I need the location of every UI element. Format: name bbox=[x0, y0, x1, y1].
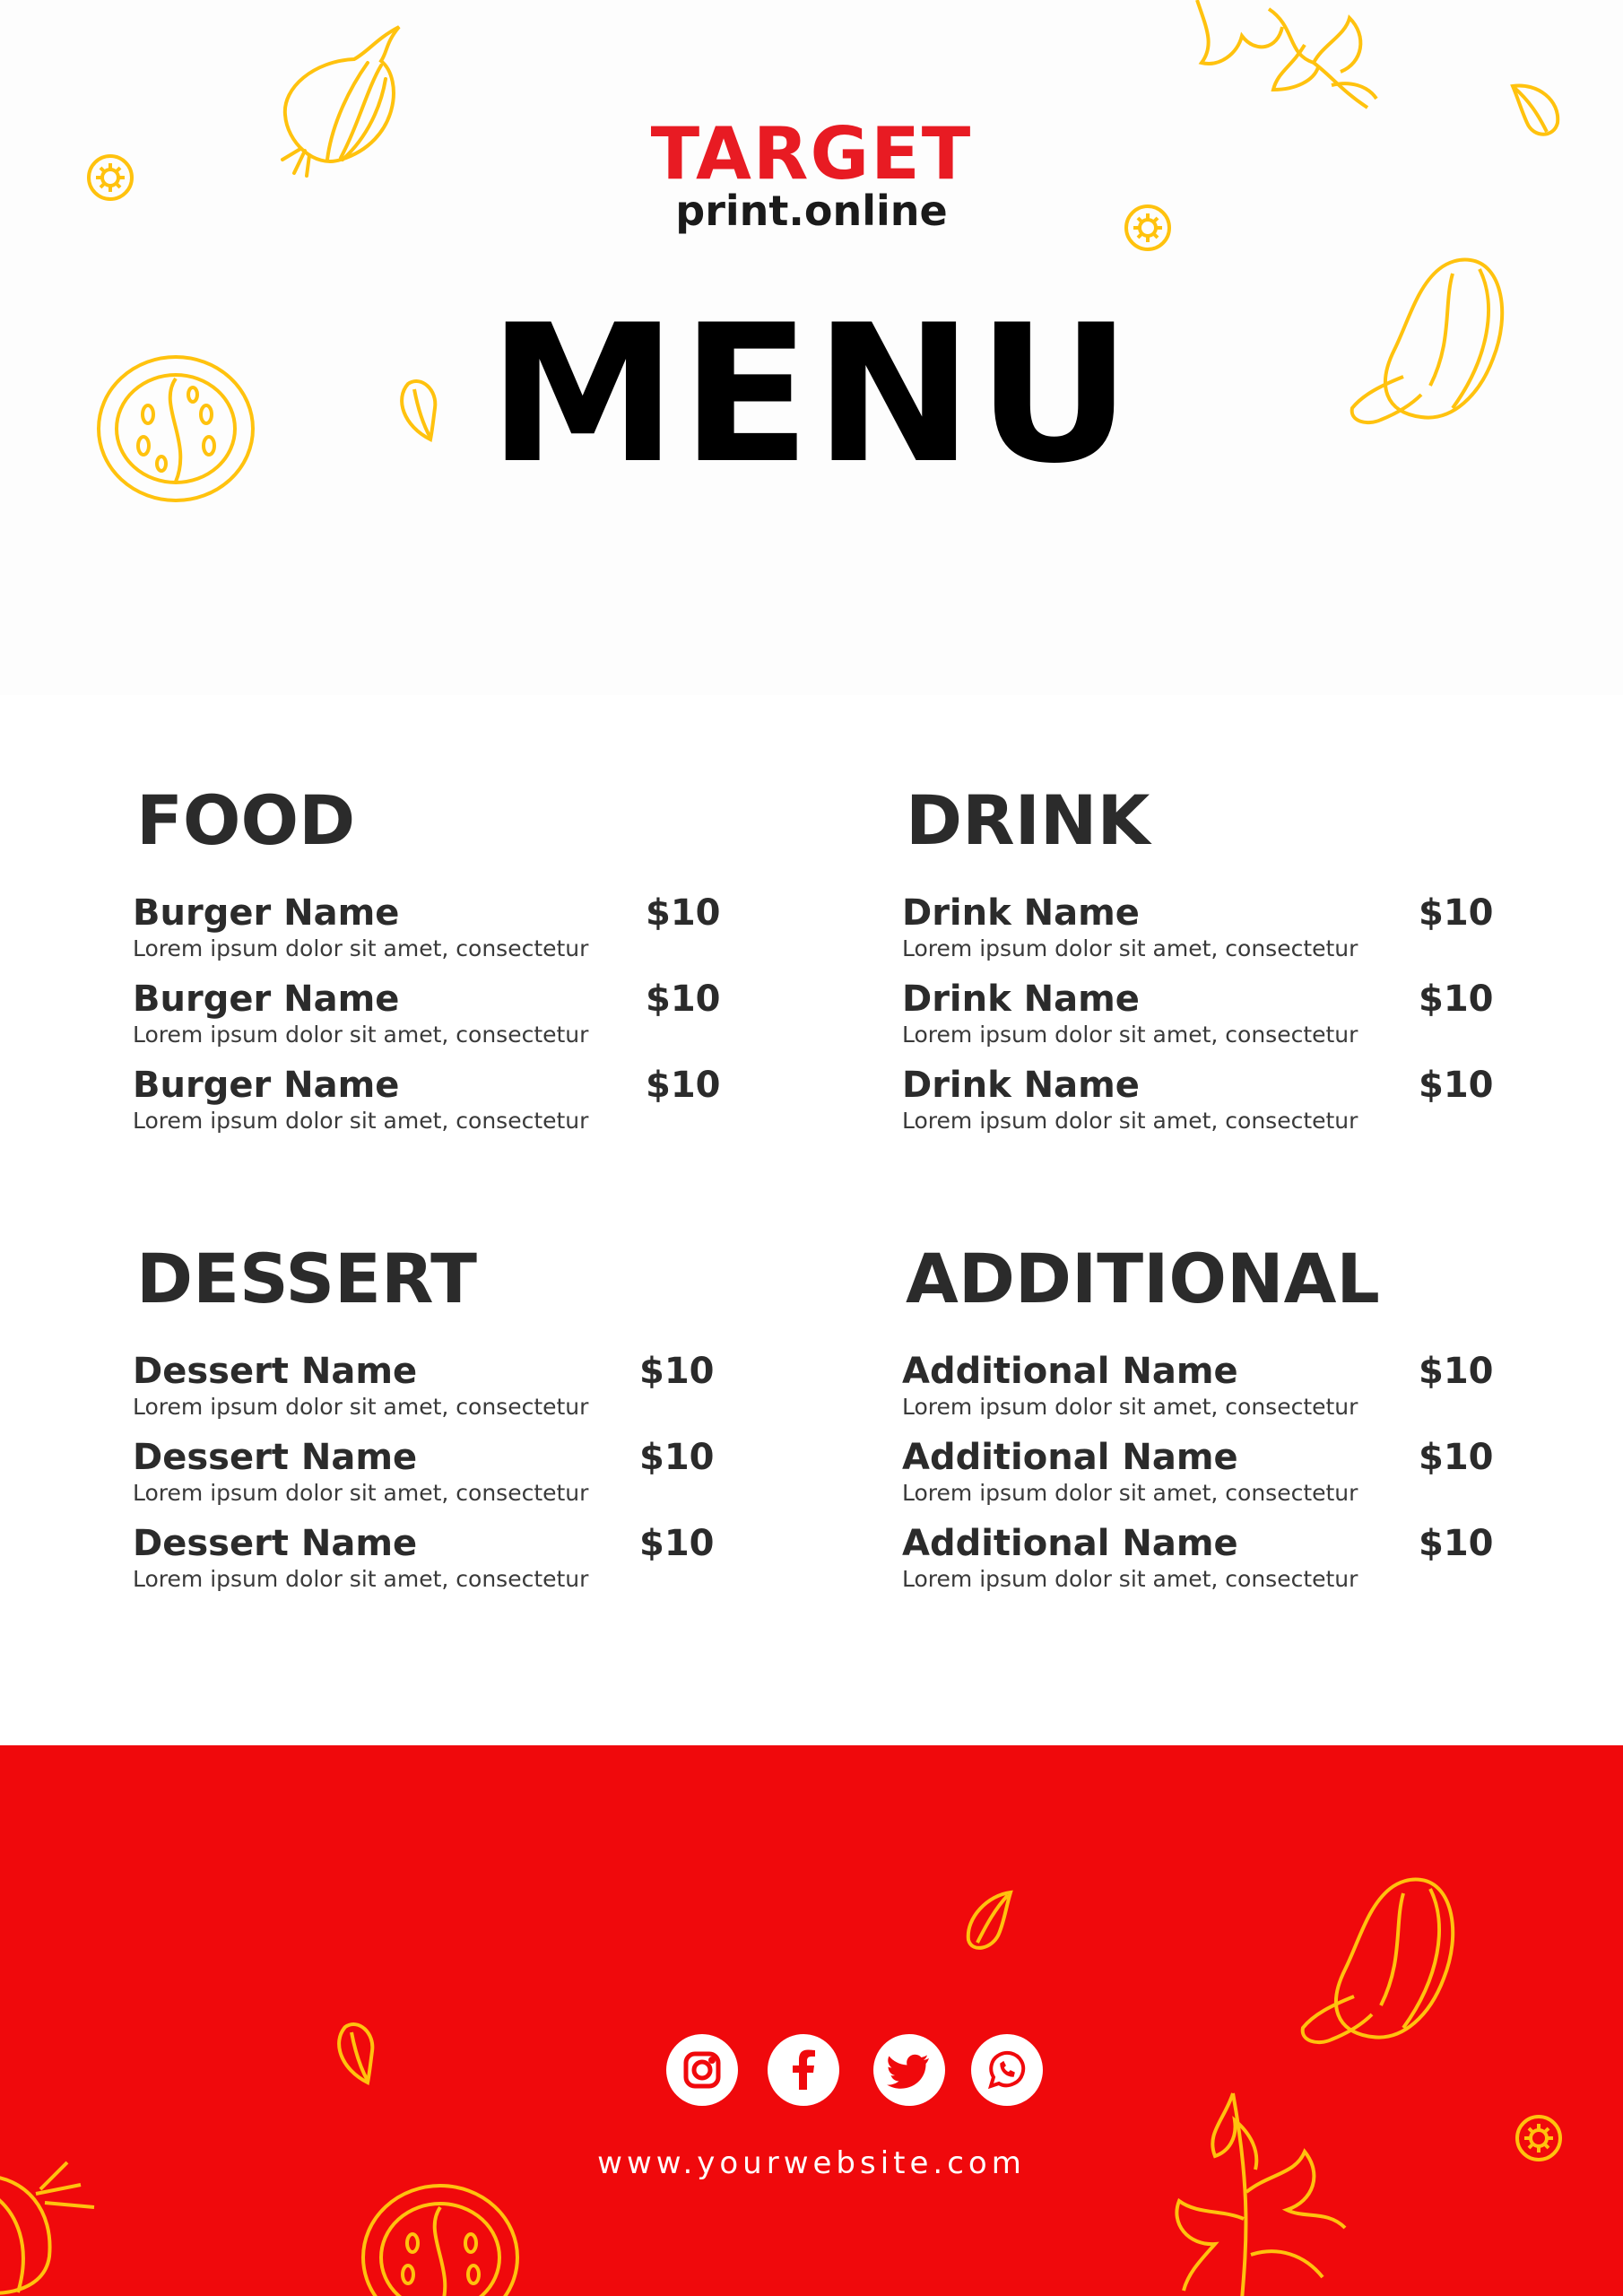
lemon-slice-doodle-icon bbox=[85, 152, 135, 203]
item-name: Burger Name bbox=[133, 892, 400, 934]
menu-item bbox=[133, 891, 721, 977]
item-price: $10 bbox=[646, 892, 721, 934]
item-name: Drink Name bbox=[902, 978, 1140, 1020]
item-price: $10 bbox=[1419, 1437, 1494, 1478]
item-name: Drink Name bbox=[902, 1065, 1140, 1106]
page-title: MENU bbox=[488, 283, 1135, 505]
item-name: Additional Name bbox=[902, 1351, 1238, 1392]
item-description: Lorem ipsum dolor sit amet, consectetur bbox=[902, 1394, 1358, 1420]
menu-item bbox=[902, 1435, 1494, 1521]
menu-section-dessert bbox=[133, 1241, 716, 1607]
section-heading: FOOD bbox=[136, 780, 356, 860]
onion-doodle-icon bbox=[278, 25, 412, 178]
footer-band bbox=[0, 1745, 1623, 2296]
item-price: $10 bbox=[639, 1523, 715, 1564]
item-description: Lorem ipsum dolor sit amet, consectetur bbox=[902, 1022, 1358, 1048]
item-price: $10 bbox=[639, 1437, 715, 1478]
brand-logo bbox=[628, 112, 995, 242]
menu-item bbox=[902, 1349, 1494, 1435]
menu-item bbox=[133, 977, 721, 1063]
twitter-icon bbox=[873, 2034, 945, 2106]
facebook-icon bbox=[768, 2034, 839, 2106]
item-description: Lorem ipsum dolor sit amet, consectetur bbox=[902, 935, 1358, 961]
item-price: $10 bbox=[646, 978, 721, 1020]
menu-item bbox=[133, 1435, 716, 1521]
whatsapp-button[interactable] bbox=[971, 2034, 1043, 2106]
seed-doodle-icon bbox=[1511, 83, 1561, 138]
item-description: Lorem ipsum dolor sit amet, consectetur bbox=[133, 1566, 589, 1592]
seed-doodle-icon bbox=[332, 2020, 377, 2084]
menu-section-additional bbox=[902, 1239, 1494, 1607]
lemon-slice-doodle-icon bbox=[1123, 203, 1173, 253]
section-heading: DESSERT bbox=[136, 1239, 477, 1318]
facebook-button[interactable] bbox=[768, 2034, 839, 2106]
menu-item bbox=[902, 1521, 1494, 1607]
tomato-slice-doodle-icon bbox=[359, 2180, 522, 2296]
website-url: www.yourwebsite.com bbox=[597, 2145, 1026, 2181]
menu-section-food bbox=[133, 780, 721, 1149]
menu-item bbox=[133, 1063, 721, 1149]
item-name: Burger Name bbox=[133, 978, 400, 1020]
item-description: Lorem ipsum dolor sit amet, consectetur bbox=[133, 1108, 589, 1134]
item-name: Dessert Name bbox=[133, 1437, 418, 1478]
item-price: $10 bbox=[1419, 1351, 1494, 1392]
item-description: Lorem ipsum dolor sit amet, consectetur bbox=[133, 1394, 589, 1420]
menu-item bbox=[902, 891, 1494, 977]
item-price: $10 bbox=[1419, 1065, 1494, 1106]
item-name: Drink Name bbox=[902, 892, 1140, 934]
item-name: Additional Name bbox=[902, 1437, 1238, 1478]
item-price: $10 bbox=[639, 1351, 715, 1392]
seed-doodle-icon bbox=[961, 1891, 1015, 1952]
item-name: Additional Name bbox=[902, 1523, 1238, 1564]
item-price: $10 bbox=[1419, 978, 1494, 1020]
logo-main-text: TARGET bbox=[650, 112, 973, 196]
item-name: Dessert Name bbox=[133, 1523, 418, 1564]
section-heading: ADDITIONAL bbox=[906, 1239, 1380, 1318]
item-name: Burger Name bbox=[133, 1065, 400, 1106]
section-heading: DRINK bbox=[906, 780, 1150, 860]
twitter-button[interactable] bbox=[873, 2034, 945, 2106]
item-description: Lorem ipsum dolor sit amet, consectetur bbox=[133, 1480, 589, 1506]
item-description: Lorem ipsum dolor sit amet, consectetur bbox=[902, 1480, 1358, 1506]
menu-item bbox=[133, 1521, 716, 1607]
item-description: Lorem ipsum dolor sit amet, consectetur bbox=[133, 1022, 589, 1048]
parsley-doodle-icon bbox=[1188, 0, 1381, 112]
item-price: $10 bbox=[1419, 892, 1494, 934]
item-description: Lorem ipsum dolor sit amet, consectetur bbox=[902, 1108, 1358, 1134]
parsley-doodle-icon bbox=[1170, 2084, 1350, 2296]
item-name: Dessert Name bbox=[133, 1351, 418, 1392]
whatsapp-icon bbox=[971, 2034, 1043, 2106]
instagram-button[interactable] bbox=[666, 2034, 738, 2106]
logo-sub-text: print.online bbox=[675, 187, 948, 235]
menu-item bbox=[902, 1063, 1494, 1149]
item-price: $10 bbox=[646, 1065, 721, 1106]
menu-item bbox=[133, 1349, 716, 1435]
item-price: $10 bbox=[1419, 1523, 1494, 1564]
pepper-doodle-icon bbox=[1296, 1871, 1466, 2055]
menu-section-drink bbox=[902, 780, 1494, 1149]
item-description: Lorem ipsum dolor sit amet, consectetur bbox=[902, 1566, 1358, 1592]
item-description: Lorem ipsum dolor sit amet, consectetur bbox=[133, 935, 589, 961]
instagram-icon bbox=[666, 2034, 738, 2106]
menu-item bbox=[902, 977, 1494, 1063]
